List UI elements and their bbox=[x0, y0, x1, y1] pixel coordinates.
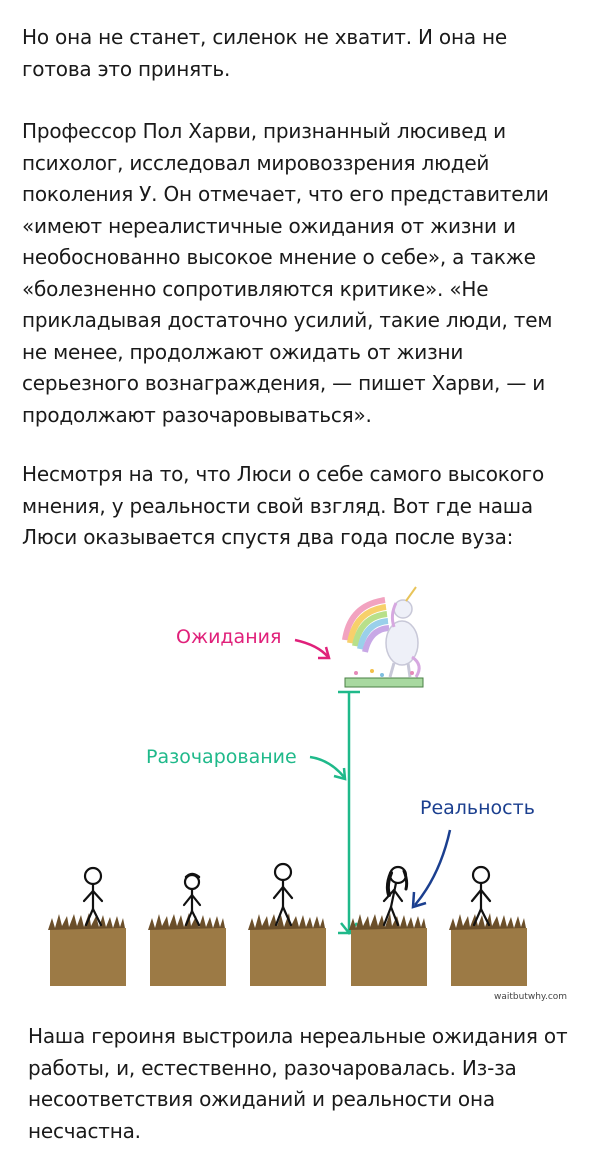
expectation-platform bbox=[345, 678, 423, 687]
ground-blocks bbox=[48, 913, 527, 986]
expectation-reality-illustration bbox=[0, 585, 607, 1005]
paragraph-conclusion: Наша героиня выстроила нереальные ожидания от работы, и, естественно, разочаровалась. Из-за несоответствия ожиданий и реальности она несчастна. bbox=[28, 1024, 568, 1143]
paragraph-lucy-reality: Несмотря на то, что Люси о себе самого высокого мнения, у реальности свой взгляд. Вот где наша Люси оказывается спустя два года после вуза: bbox=[22, 462, 545, 549]
paragraph-intro: Но она не станет, силенок не хватит. И она не готова это принять. bbox=[22, 25, 508, 81]
unicorn-rainbow-image bbox=[345, 587, 419, 677]
expectation-arrow-icon bbox=[295, 640, 328, 657]
disappointment-arrow-icon bbox=[310, 757, 344, 777]
dirt-block-4 bbox=[349, 913, 427, 986]
paragraph-harvey-quote: Профессор Пол Харви, признанный люсивед и психолог, исследовал мировоззрения людей поколения У. Он отмечает, что его представители «имеют нереалистичные ожидания от жизни и необоснованно высокое мнение о себе», а также «болезненно сопротивляются критике». «Не прикладывая достаточно усилий, такие люди, тем не менее, продолжают ожидать от жизни серьезного вознаграждения, — пишет Харви, — и продолжают разочаровываться». bbox=[22, 119, 553, 427]
stick-figure-1 bbox=[84, 868, 102, 925]
disappointment-label: Разочарование bbox=[146, 746, 297, 768]
disappointment-line bbox=[338, 692, 360, 933]
dirt-block-3 bbox=[248, 913, 326, 986]
stick-figure-lucy bbox=[384, 867, 407, 925]
expectation-label: Ожидания bbox=[176, 626, 282, 648]
stick-figures bbox=[84, 864, 490, 925]
reality-label: Реальность bbox=[420, 797, 535, 819]
reality-arrow-icon bbox=[415, 830, 450, 905]
credit-text: waitbutwhy.com bbox=[494, 992, 568, 1002]
stick-figure-2 bbox=[184, 874, 200, 925]
